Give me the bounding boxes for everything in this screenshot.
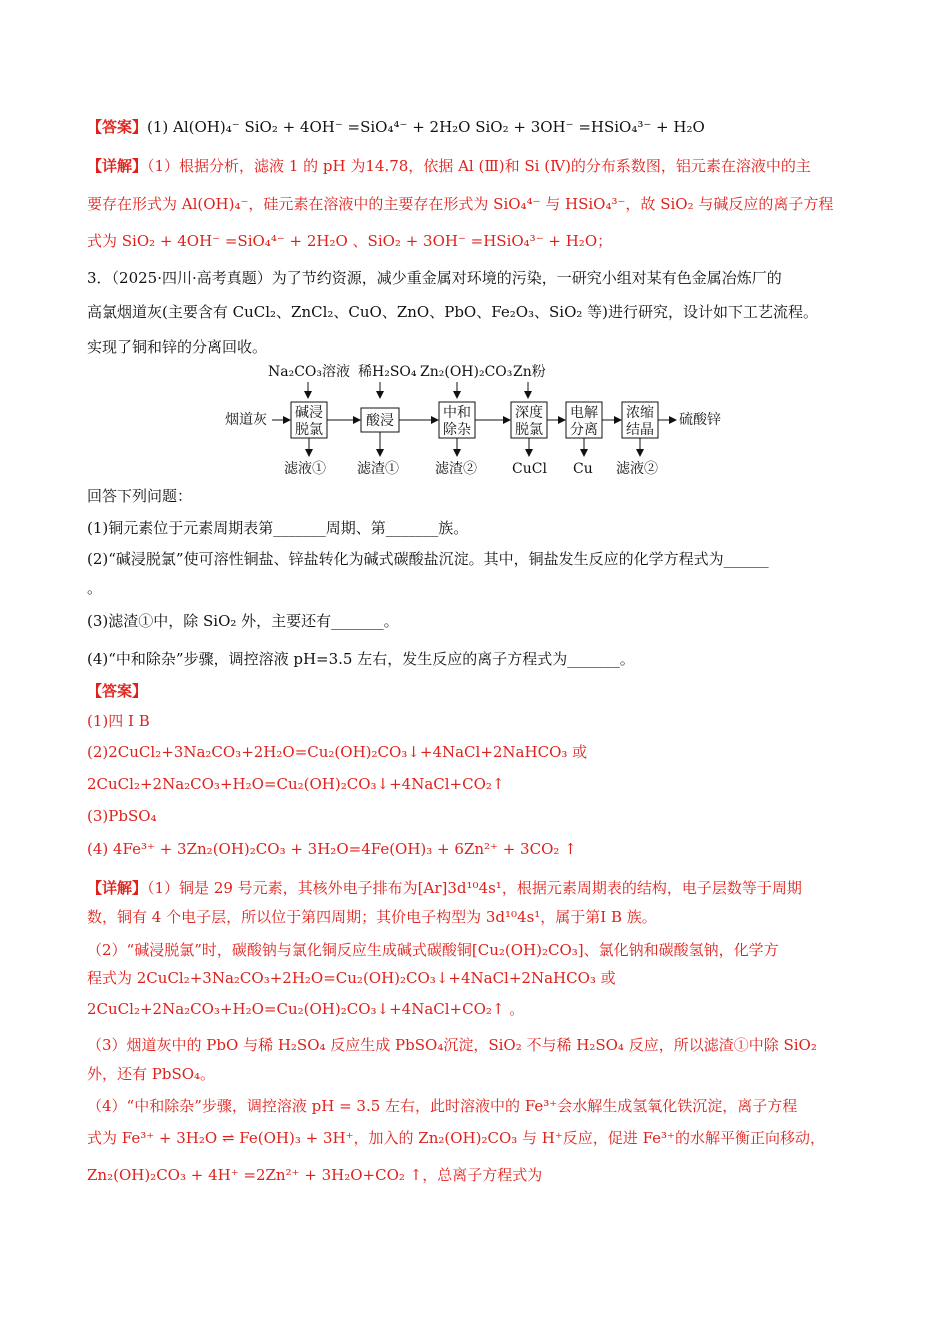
answer3-tag: 【答案】 bbox=[87, 682, 148, 700]
answer3-3: (3)PbSO₄ bbox=[87, 807, 157, 825]
detail3-p2-line-2: 程式为 2CuCl₂+3Na₂CO₃+2H₂O=Cu₂(OH)₂CO₃↓+4NaCl+2NaHCO₃ 或 bbox=[87, 969, 616, 987]
answer-tag: 【答案】 bbox=[87, 118, 148, 136]
detail3-p2-line-1: （2）“碱浸脱氯”时，碳酸钠与氯化铜反应生成碱式碳酸铜[Cu₂(OH)₂CO₃]、氯化钠和碳酸氢钠，化学方 bbox=[87, 941, 779, 959]
detail3-tag: 【详解】 bbox=[87, 879, 148, 897]
flow-step-6-l1: 浓缩 bbox=[626, 405, 654, 421]
flow-output-4: CuCl bbox=[512, 461, 547, 477]
detail-line-3: 式为 SiO₂ + 4OH⁻ =SiO₄⁴⁻ + 2H₂O 、SiO₂ + 3OH⁻ =HSiO₄³⁻ + H₂O； bbox=[87, 232, 613, 250]
flow-step-4-l2: 脱氯 bbox=[515, 422, 543, 438]
question-2-line-2: 。 bbox=[87, 579, 103, 597]
flow-end: 硫酸锌 bbox=[679, 412, 721, 428]
detail3-p4-line-3: Zn₂(OH)₂CO₃ + 4H⁺ =2Zn²⁺ + 3H₂O+CO₂ ↑，总离子方程式为 bbox=[87, 1166, 543, 1184]
flow-step-6-l2: 结晶 bbox=[626, 422, 654, 438]
question-4: (4)“中和除杂”步骤，调控溶液 pH=3.5 左右，发生反应的离子方程式为_______。 bbox=[87, 650, 635, 668]
answer-line-1 bbox=[87, 116, 705, 138]
flow-output-3: 滤渣② bbox=[435, 461, 477, 477]
flow-step-5-l2: 分离 bbox=[570, 422, 598, 438]
answer3-1: (1)四 Ⅰ B bbox=[87, 712, 150, 730]
flow-step-1-l1: 碱浸 bbox=[295, 405, 323, 421]
flow-step-2-l1: 酸浸 bbox=[366, 413, 394, 429]
detail-tag: 【详解】 bbox=[87, 157, 148, 175]
flow-output-5: Cu bbox=[573, 461, 593, 477]
flow-step-5-l1: 电解 bbox=[570, 405, 598, 421]
question-1: (1)铜元素位于元素周期表第_______周期、第_______族。 bbox=[87, 519, 469, 537]
flow-start: 烟道灰 bbox=[225, 412, 267, 428]
answer3-4: (4) 4Fe³⁺ + 3Zn₂(OH)₂CO₃ + 3H₂O=4Fe(OH)₃ + 6Zn²⁺ + 3CO₂ ↑ bbox=[87, 840, 577, 858]
question-line-2: 高氯烟道灰(主要含有 CuCl₂、ZnCl₂、CuO、ZnO、PbO、Fe₂O₃、SiO₂ 等)进行研究，设计如下工艺流程。 bbox=[87, 303, 819, 321]
question-3: (3)滤渣①中，除 SiO₂ 外，主要还有_______。 bbox=[87, 612, 399, 630]
detail3-p1a: （1）铜是 29 号元素，其核外电子排布为[Ar]3d¹⁰4s¹，根据元素周期表的结构，电子层数等于周期 bbox=[147, 879, 802, 897]
flow-input-2: 稀H₂SO₄ bbox=[358, 364, 417, 380]
detail-line-1 bbox=[87, 155, 811, 177]
answer3-2-line-1: (2)2CuCl₂+3Na₂CO₃+2H₂O=Cu₂(OH)₂CO₃↓+4NaCl+2NaHCO₃ 或 bbox=[87, 743, 588, 761]
detail-text: （1）根据分析，滤液 1 的 pH 为14.78，依据 Al (Ⅲ)和 Si (Ⅳ)的分布系数图，铝元素在溶液中的主 bbox=[147, 157, 811, 175]
flow-step-3-l1: 中和 bbox=[443, 405, 471, 421]
questions-intro: 回答下列问题： bbox=[87, 487, 193, 505]
question-line-3: 实现了铜和锌的分离回收。 bbox=[87, 338, 268, 356]
process-flowchart bbox=[220, 360, 740, 480]
detail3-p2-line-3: 2CuCl₂+2Na₂CO₃+H₂O=Cu₂(OH)₂CO₃↓+4NaCl+CO₂↑ 。 bbox=[87, 1000, 525, 1018]
detail3-p4-line-2: 式为 Fe³⁺ + 3H₂O ⇌ Fe(OH)₃ + 3H⁺，加入的 Zn₂(OH)₂CO₃ 与 H⁺反应，促进 Fe³⁺的水解平衡正向移动， bbox=[87, 1129, 825, 1147]
flow-input-3: Zn₂(OH)₂CO₃ bbox=[420, 364, 513, 380]
flow-step-3-l2: 除杂 bbox=[443, 422, 471, 438]
flow-output-6: 滤液② bbox=[616, 461, 658, 477]
flow-output-1: 滤液① bbox=[284, 461, 326, 477]
detail3-p1-line-1 bbox=[87, 877, 802, 899]
flow-input-4: Zn粉 bbox=[513, 364, 546, 380]
flow-input-1: Na₂CO₃溶液 bbox=[268, 364, 351, 380]
answer3-2-line-2: 2CuCl₂+2Na₂CO₃+H₂O=Cu₂(OH)₂CO₃↓+4NaCl+CO₂↑ bbox=[87, 775, 505, 793]
detail3-p4-line-1: （4）“中和除杂”步骤，调控溶液 pH = 3.5 左右，此时溶液中的 Fe³⁺会水解生成氢氧化铁沉淀，离子方程 bbox=[87, 1097, 798, 1115]
answer-text: (1) Al(OH)₄⁻ SiO₂ + 4OH⁻ =SiO₄⁴⁻ + 2H₂O SiO₂ + 3OH⁻ =HSiO₄³⁻ + H₂O bbox=[147, 118, 705, 136]
question-line-1: 3．（2025·四川·高考真题）为了节约资源，减少重金属对环境的污染，一研究小组对某有色金属冶炼厂的 bbox=[87, 269, 782, 287]
detail3-p1-line-2: 数，铜有 4 个电子层，所以位于第四周期；其价电子构型为 3d¹⁰4s¹，属于第Ⅰ B 族。 bbox=[87, 908, 657, 926]
flow-step-4-l1: 深度 bbox=[515, 405, 543, 421]
detail-line-2: 要存在形式为 Al(OH)₄⁻，硅元素在溶液中的主要存在形式为 SiO₄⁴⁻ 与 HSiO₄³⁻，故 SiO₂ 与碱反应的离子方程 bbox=[87, 195, 834, 213]
question-2-line-1: (2)“碱浸脱氯”使可溶性铜盐、锌盐转化为碱式碳酸盐沉淀。其中，铜盐发生反应的化学方程式为______ bbox=[87, 550, 769, 568]
detail3-p3-line-2: 外，还有 PbSO₄。 bbox=[87, 1065, 216, 1083]
flow-output-2: 滤渣① bbox=[357, 461, 399, 477]
flow-step-1-l2: 脱氯 bbox=[295, 422, 323, 438]
detail3-p3-line-1: （3）烟道灰中的 PbO 与稀 H₂SO₄ 反应生成 PbSO₄沉淀，SiO₂ 不与稀 H₂SO₄ 反应，所以滤渣①中除 SiO₂ bbox=[87, 1036, 817, 1054]
